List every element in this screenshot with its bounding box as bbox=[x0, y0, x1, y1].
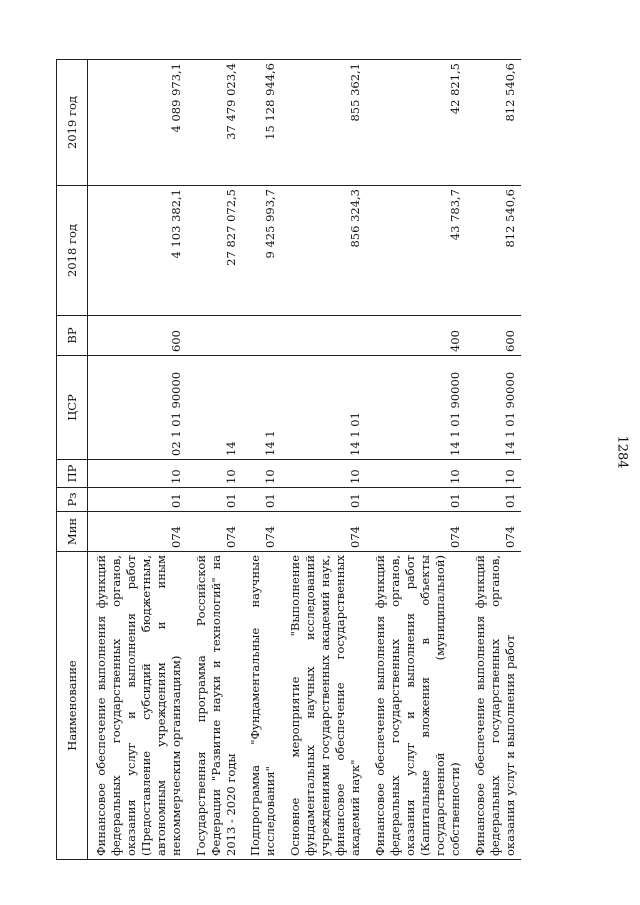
row-rz: 01 bbox=[188, 488, 243, 512]
row-2018: 856 324,3 bbox=[282, 186, 367, 316]
row-vr: 400 bbox=[367, 316, 467, 356]
table-row bbox=[467, 60, 522, 860]
row-min: 074 bbox=[242, 512, 282, 552]
row-name: Основное мероприятие "Выполнение фундаментальных научных исследований учреждениями государственных академий наук, финансовое обеспечение государственных академий наук" bbox=[282, 552, 367, 860]
row-2018: 9 425 993,7 bbox=[242, 186, 282, 316]
row-name: Финансовое обеспечение выполнения функций федеральных государственных органов, оказания услуг и выполнения работ (Предоставление субсидий бюджетным, автономным учреждениям и иным некоммерческим организациям) bbox=[88, 552, 188, 860]
row-min: 074 bbox=[88, 512, 188, 552]
header-name: Наименование bbox=[57, 552, 88, 860]
table-row bbox=[282, 60, 367, 860]
row-csr: 14 bbox=[188, 356, 243, 460]
budget-table bbox=[56, 59, 521, 860]
row-name: Финансовое обеспечение выполнения функций федеральных государственных органов, оказания услуг и выполнения работ bbox=[467, 552, 522, 860]
row-name: Государственная программа Российской Федерации "Развитие науки и технологий" на 2013 - 2020 годы bbox=[188, 552, 243, 860]
row-rz: 01 bbox=[242, 488, 282, 512]
row-min: 074 bbox=[367, 512, 467, 552]
row-min: 074 bbox=[188, 512, 243, 552]
row-vr: 600 bbox=[88, 316, 188, 356]
row-pr: 10 bbox=[242, 460, 282, 488]
row-csr: 02 1 01 90000 bbox=[88, 356, 188, 460]
row-pr: 10 bbox=[367, 460, 467, 488]
row-2019: 37 479 023,4 bbox=[188, 60, 243, 186]
table-row bbox=[242, 60, 282, 860]
row-2018: 812 540,6 bbox=[467, 186, 522, 316]
row-2019: 855 362,1 bbox=[282, 60, 367, 186]
row-pr: 10 bbox=[188, 460, 243, 488]
header-2019: 2019 год bbox=[57, 60, 88, 186]
row-min: 074 bbox=[282, 512, 367, 552]
table-row bbox=[367, 60, 467, 860]
row-2018: 43 783,7 bbox=[367, 186, 467, 316]
page-number: 1284 bbox=[614, 435, 630, 469]
row-2018: 27 827 072,5 bbox=[188, 186, 243, 316]
row-rz: 01 bbox=[367, 488, 467, 512]
table-header-row bbox=[57, 60, 88, 860]
header-vr: ВР bbox=[57, 316, 88, 356]
row-vr bbox=[188, 316, 243, 356]
row-csr: 14 1 01 90000 bbox=[367, 356, 467, 460]
row-pr: 10 bbox=[467, 460, 522, 488]
row-name: Финансовое обеспечение выполнения функций федеральных государственных органов, оказания услуг и выполнения работ (Капитальные вложения в объекты государственной (муниципальной) собственности) bbox=[367, 552, 467, 860]
row-2019: 4 089 973,1 bbox=[88, 60, 188, 186]
row-csr: 14 1 bbox=[242, 356, 282, 460]
row-pr: 10 bbox=[282, 460, 367, 488]
row-vr bbox=[242, 316, 282, 356]
table-row bbox=[188, 60, 243, 860]
row-name: Подпрограмма "Фундаментальные научные исследования" bbox=[242, 552, 282, 860]
row-rz: 01 bbox=[88, 488, 188, 512]
row-rz: 01 bbox=[467, 488, 522, 512]
row-2019: 812 540,6 bbox=[467, 60, 522, 186]
header-min: Мин bbox=[57, 512, 88, 552]
header-csr: ЦСР bbox=[57, 356, 88, 460]
header-rz: Рз bbox=[57, 488, 88, 512]
row-2019: 42 821,5 bbox=[367, 60, 467, 186]
landscape-page bbox=[56, 60, 596, 860]
row-vr: 600 bbox=[467, 316, 522, 356]
row-csr: 14 1 01 90000 bbox=[467, 356, 522, 460]
row-2018: 4 103 382,1 bbox=[88, 186, 188, 316]
table-row bbox=[88, 60, 188, 860]
row-csr: 14 1 01 bbox=[282, 356, 367, 460]
row-min: 074 bbox=[467, 512, 522, 552]
header-pr: ПР bbox=[57, 460, 88, 488]
header-2018: 2018 год bbox=[57, 186, 88, 316]
row-vr bbox=[282, 316, 367, 356]
row-pr: 10 bbox=[88, 460, 188, 488]
row-rz: 01 bbox=[282, 488, 367, 512]
row-2019: 15 128 944,6 bbox=[242, 60, 282, 186]
